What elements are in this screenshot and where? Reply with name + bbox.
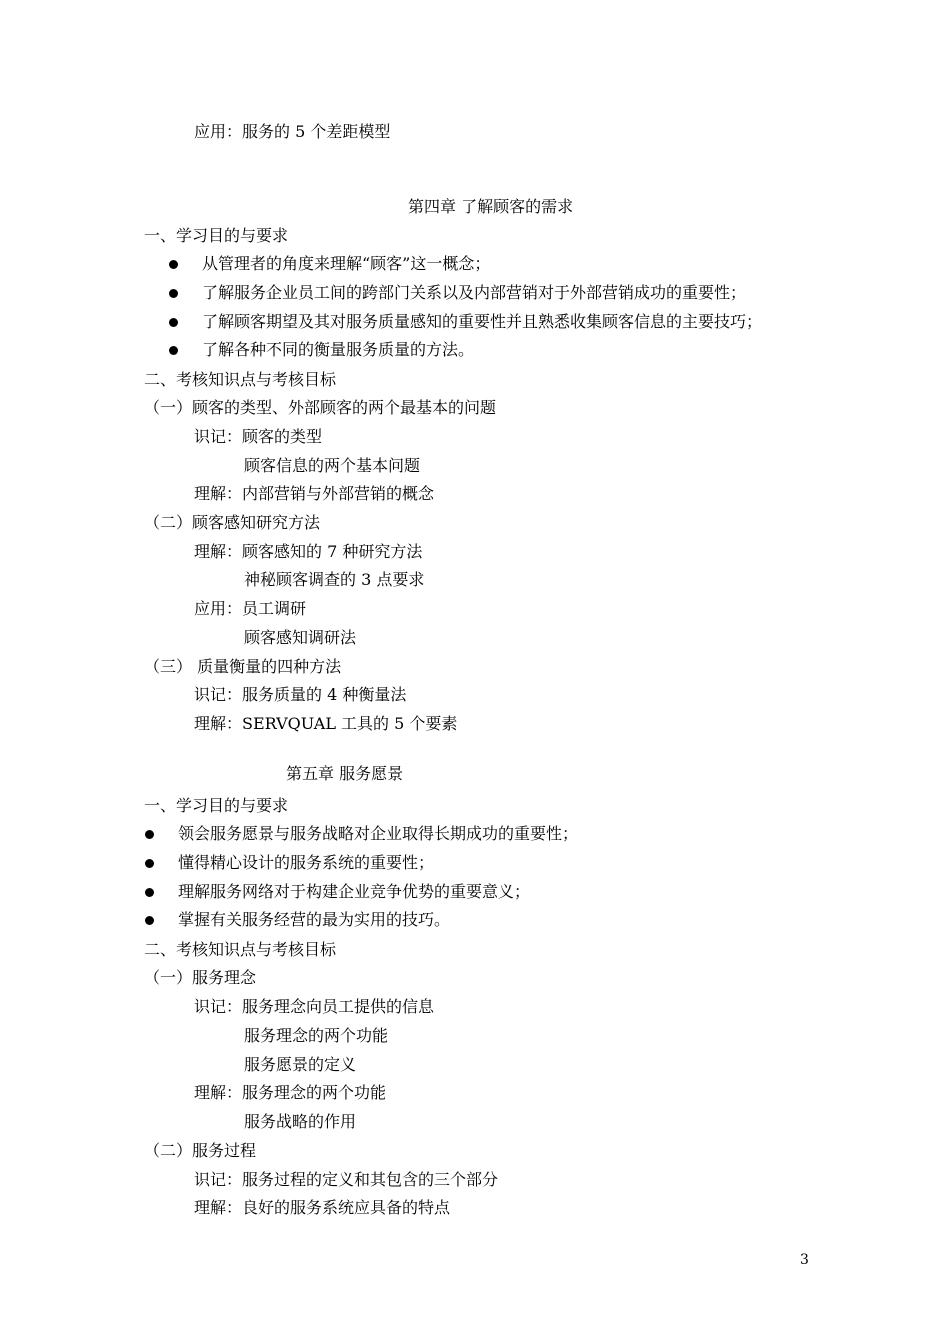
ch4-sub1-line3: 理解：内部营销与外部营销的概念 bbox=[194, 484, 435, 503]
ch5-sub1-line3: 服务愿景的定义 bbox=[244, 1055, 357, 1074]
ch4-sub1-heading: （一）顾客的类型、外部顾客的两个最基本的问题 bbox=[144, 398, 497, 417]
ch5-sub2-line1: 识记：服务过程的定义和其包含的三个部分 bbox=[194, 1170, 499, 1189]
ch5-sub2-heading: （二）服务过程 bbox=[144, 1141, 257, 1160]
ch5-sub1-heading: （一）服务理念 bbox=[144, 968, 257, 987]
ch5-section2-heading: 二、考核知识点与考核目标 bbox=[144, 940, 337, 959]
ch4-bullet-4: 了解各种不同的衡量服务质量的方法。 bbox=[202, 340, 475, 359]
ch4-bullet-3: 了解顾客期望及其对服务质量感知的重要性并且熟悉收集顾客信息的主要技巧； bbox=[202, 312, 763, 331]
chapter4-title: 第四章 了解顾客的需求 bbox=[408, 197, 574, 216]
ch5-sub1-line4: 理解：服务理念的两个功能 bbox=[194, 1083, 387, 1102]
ch4-sub1-line1: 识记：顾客的类型 bbox=[194, 427, 323, 446]
ch4-bullet-2: 了解服务企业员工间的跨部门关系以及内部营销对于外部营销成功的重要性； bbox=[202, 283, 747, 302]
page-number: 3 bbox=[800, 1252, 809, 1268]
ch5-sub1-line2: 服务理念的两个功能 bbox=[244, 1026, 389, 1045]
bullet-dot bbox=[145, 916, 154, 925]
ch4-sub2-line4: 顾客感知调研法 bbox=[244, 628, 357, 647]
ch5-bullet-1: 领会服务愿景与服务战略对企业取得长期成功的重要性； bbox=[178, 824, 579, 843]
ch5-section1-heading: 一、学习目的与要求 bbox=[144, 796, 289, 815]
apply-line: 应用：服务的 5 个差距模型 bbox=[194, 122, 391, 141]
bullet-dot bbox=[145, 859, 154, 868]
ch5-sub2-line2: 理解：良好的服务系统应具备的特点 bbox=[194, 1198, 451, 1217]
ch4-sub2-heading: （二）顾客感知研究方法 bbox=[144, 513, 321, 532]
ch5-sub1-line5: 服务战略的作用 bbox=[244, 1112, 357, 1131]
ch5-sub1-line1: 识记：服务理念向员工提供的信息 bbox=[194, 997, 435, 1016]
ch4-sub3-line2: 理解：SERVQUAL 工具的 5 个要素 bbox=[194, 714, 458, 733]
bullet-dot bbox=[169, 289, 178, 298]
ch4-sub2-line2: 神秘顾客调查的 3 点要求 bbox=[244, 570, 425, 589]
ch4-sub3-line1: 识记：服务质量的 4 种衡量法 bbox=[194, 685, 407, 704]
ch4-sub2-line1: 理解：顾客感知的 7 种研究方法 bbox=[194, 542, 423, 561]
ch5-bullet-3: 理解服务网络对于构建企业竞争优势的重要意义； bbox=[178, 882, 531, 901]
bullet-dot bbox=[145, 888, 154, 897]
ch4-section1-heading: 一、学习目的与要求 bbox=[144, 226, 289, 245]
ch4-section2-heading: 二、考核知识点与考核目标 bbox=[144, 370, 337, 389]
ch4-bullet-1: 从管理者的角度来理解“顾客”这一概念； bbox=[202, 254, 491, 273]
bullet-dot bbox=[169, 260, 178, 269]
ch4-sub2-line3: 应用：员工调研 bbox=[194, 599, 307, 618]
bullet-dot bbox=[145, 830, 154, 839]
bullet-dot bbox=[169, 346, 178, 355]
ch4-sub1-line2: 顾客信息的两个基本问题 bbox=[244, 456, 421, 475]
bullet-dot bbox=[169, 318, 178, 327]
ch5-bullet-4: 掌握有关服务经营的最为实用的技巧。 bbox=[178, 910, 451, 929]
ch4-sub3-heading: （三） 质量衡量的四种方法 bbox=[144, 657, 342, 676]
chapter5-title: 第五章 服务愿景 bbox=[286, 764, 404, 783]
ch5-bullet-2: 懂得精心设计的服务系统的重要性； bbox=[178, 853, 435, 872]
